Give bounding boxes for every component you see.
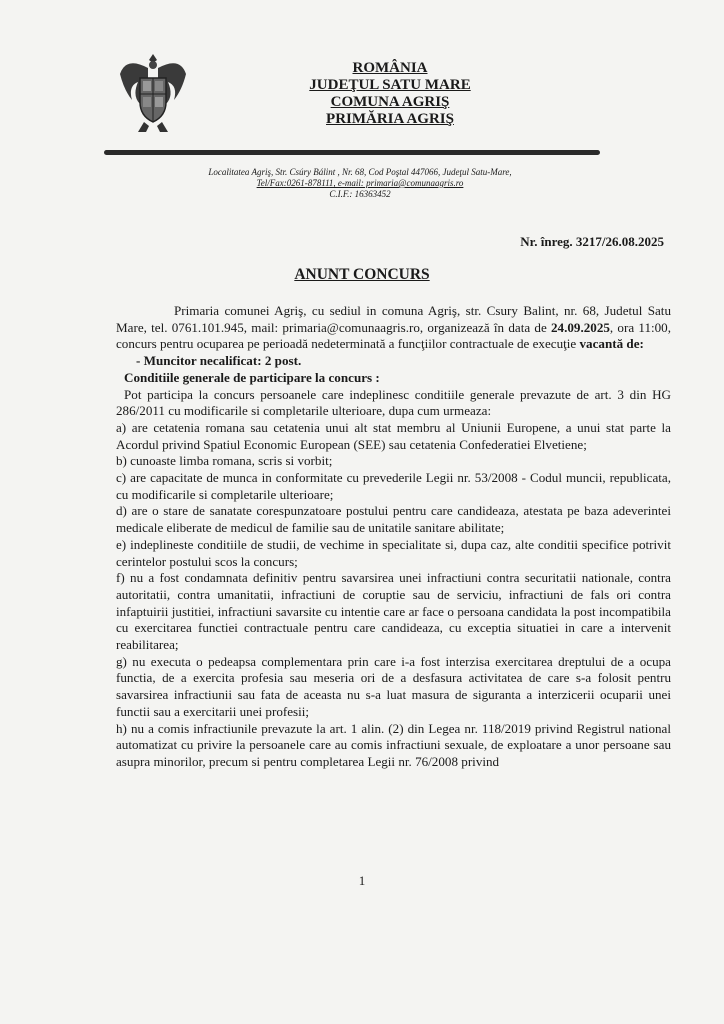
contact-line: Tel/Fax:0261-878111, e-mail: primaria@comunaagris.ro — [256, 178, 464, 188]
county-name: JUDEŢUL SATU MARE — [309, 77, 471, 93]
header-divider — [104, 150, 600, 155]
address-line: Localitatea Agriş, Str. Csúry Bálint , Nr. 68, Cod Poştal 447066, Judeţul Satu-Mare, — [208, 167, 512, 177]
condition-item: g) nu executa o pedeapsa complementara prin care i-a fost interzisa exercitarea dreptului de a ocupa functia, de a exercita profesia sau meseria ori de a desfasura activitatea de care s-a folosit pentru savarsirea infractiunii sau fata de aceasta nu s-a luat masura de siguranta a interzicerii ocuparii unei functii sau a exercitarii unei profesii; — [116, 653, 671, 719]
page-title: ANUNT CONCURS — [294, 266, 430, 283]
condition-item: d) are o stare de sanatate corespunzatoare postului pentru care candideaza, atestata pe baza adeverintei medicale eliberate de medicul de familie sau de unitatile sanitare abilitate; — [116, 503, 671, 536]
condition-item: a) are cetatenia romana sau cetatenia unui alt stat membru al Uniunii Europene, a unui stat parte la Acordul privind Spatiul Economic European (SEE) sau cetatenia Confederatiei Elvetiene; — [116, 419, 671, 452]
intro-text-2: , ora 11:00, concurs pentru ocuparea pe perioadă nedeterminată a funcţiilor contractuale de execuţie — [116, 319, 672, 352]
condition-item: c) are capacitate de munca in conformitate cu prevederile Legii nr. 53/2008 - Codul muncii, republicata, cu modificarile si completarile ulterioare; — [116, 470, 671, 502]
page-number: 1 — [358, 873, 366, 888]
competition-date: 24.09.2025 — [551, 319, 610, 335]
condition-item: f) nu a fost condamnata definitiv pentru savarsirea unei infractiuni contra securitatii nationale, contra autoritatii, contra umanitatii, infractiuni de coruptie sau de serviciu, infractiuni de fals ori contra infaptuirii justitiei, infractiuni savarsite cu intentie care ar face o persoana candidata la post incompatibila cu exercitarea functiei contractuale pentru care candideaza, cu exceptia situatiei in care a intervenit reabilitarea; — [116, 570, 671, 653]
country-name: ROMÂNIA — [352, 60, 428, 76]
coat-of-arms-icon — [118, 50, 188, 134]
condition-item: b) cunoaste limba romana, scris si vorbit; — [116, 453, 333, 469]
intro-text-1: Primaria comunei Agriş, cu sediul in comuna Agriş, str. Csury Balint, nr. 68, Judetul Satu Mare, tel. 0761.101.945, mail: primaria@comunaagris.ro, organizează în data de — [116, 303, 671, 335]
townhall-name: PRIMĂRIA AGRIŞ — [326, 111, 454, 127]
job-position: - Muncitor necalificat: 2 post. — [136, 353, 302, 369]
announcement-body — [116, 303, 671, 771]
condition-item: e) indeplineste conditiile de studii, de vechime in specialitate si, dupa caz, alte conditii specifice potrivit cerintelor postului scos la concurs; — [116, 536, 671, 569]
conditions-heading: Conditiile generale de participare la concurs : — [124, 369, 380, 385]
vacant-label: vacantă de: — [579, 336, 644, 352]
institution-header — [270, 60, 510, 128]
commune-name: COMUNA AGRIŞ — [330, 94, 450, 110]
address-block — [170, 167, 550, 200]
conditions-intro: Pot participa la concurs persoanele care indeplinesc conditiile generale prevazute de art. 3 din HG 286/2011 cu modificarile si completarile ulterioare, dupa cum urmeaza: — [116, 386, 671, 419]
condition-item: h) nu a comis infractiunile prevazute la art. 1 alin. (2) din Legea nr. 118/2019 privind Registrul national automatizat cu privire la persoanele care au comis infractiuni sexuale, de exploatare a unor persoane sau asupra minorilor, precum si pentru completarea Legii nr. 76/2008 privind — [116, 720, 671, 769]
cif-line: C.I.F.: 16363452 — [329, 189, 391, 199]
registration-number: Nr. înreg. 3217/26.08.2025 — [520, 234, 664, 249]
intro-paragraph — [116, 303, 671, 353]
